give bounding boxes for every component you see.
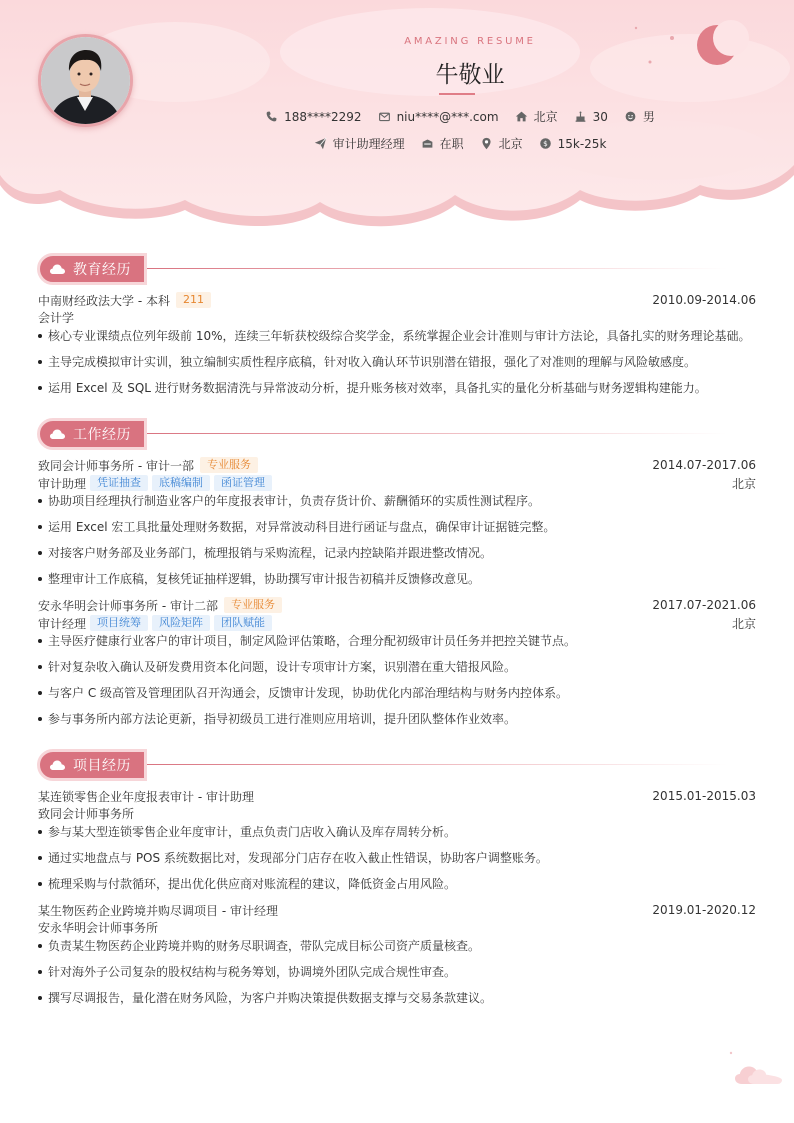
work-entry xyxy=(38,456,756,590)
send-icon xyxy=(314,137,327,150)
section-divider xyxy=(147,764,727,765)
skill-tag: 凭证抽查 xyxy=(90,475,148,491)
list-item: 通过实地盘点与 POS 系统数据比对，发现部分门店存在收入截止性错误，协助客户调整账务。 xyxy=(38,849,756,875)
work-bullets xyxy=(38,492,756,590)
money-icon xyxy=(539,137,552,150)
education-bullets xyxy=(38,327,756,405)
section-title-pill xyxy=(37,749,147,781)
target-city-item xyxy=(480,135,523,152)
skill-tag: 团队赋能 xyxy=(214,615,272,631)
salary-item xyxy=(539,137,607,151)
project-organization: 安永华明会计师事务所 xyxy=(38,921,159,935)
list-item: 梳理采购与付款循环，提出优化供应商对账流程的建议，降低资金占用风险。 xyxy=(38,875,756,893)
work-status: 在职 xyxy=(439,137,464,151)
phone-number: 188****2292 xyxy=(284,109,362,124)
mail-icon xyxy=(378,110,391,123)
section-title-pill xyxy=(37,253,147,285)
project-name: 某连锁零售企业年度报表审计 - 审计助理 xyxy=(38,789,254,804)
project-entry xyxy=(38,787,756,893)
education-section-title xyxy=(37,253,757,285)
list-item: 对接客户财务部及业务部门，梳理报销与采购流程，记录内控缺陷并跟进整改情况。 xyxy=(38,544,756,570)
work-city: 北京 xyxy=(731,616,756,631)
section-divider xyxy=(147,433,727,434)
job-intention-row xyxy=(140,135,780,152)
project-date: 2015.01-2015.03 xyxy=(652,789,756,803)
project-entry xyxy=(38,901,756,1015)
project-bullets xyxy=(38,823,756,893)
phone-item xyxy=(265,110,361,124)
age-item xyxy=(574,110,608,124)
work-bullets xyxy=(38,632,756,736)
resume-header xyxy=(0,0,794,232)
work-city: 北京 xyxy=(731,476,756,491)
target-city: 北京 xyxy=(498,137,523,151)
project-bullets xyxy=(38,937,756,1015)
project-name: 某生物医药企业跨境并购尽调项目 - 审计经理 xyxy=(38,903,278,918)
industry-badge: 专业服务 xyxy=(224,597,282,613)
contact-info-row xyxy=(140,108,780,125)
location-icon xyxy=(480,137,493,150)
expected-salary: 15k-25k xyxy=(557,136,607,151)
list-item: 参与事务所内部方法论更新，指导初级员工进行准则应用培训，提升团队整体作业效率。 xyxy=(38,710,756,736)
skill-tag: 函证管理 xyxy=(214,475,272,491)
company-name: 致同会计师事务所 - 审计一部 xyxy=(38,458,194,473)
resume-tagline: AMAZING RESUME xyxy=(404,36,536,47)
target-position: 审计助理经理 xyxy=(332,137,405,151)
list-item: 主导医疗健康行业客户的审计项目，制定风险评估策略，合理分配初级审计员任务并把控关键节点。 xyxy=(38,632,756,658)
gender: 男 xyxy=(642,110,655,124)
cloud-icon xyxy=(50,760,65,770)
status-icon xyxy=(421,137,434,150)
project-date: 2019.01-2020.12 xyxy=(652,903,756,917)
email-address: niu****@***.com xyxy=(396,109,499,124)
projects-section-title xyxy=(37,749,757,781)
work-date: 2017.07-2021.06 xyxy=(652,598,756,612)
phone-icon xyxy=(265,110,278,123)
skill-tag: 项目统筹 xyxy=(90,615,148,631)
work-section-title xyxy=(37,418,757,450)
list-item: 参与某大型连锁零售企业年度审计，重点负责门店收入确认及库存周转分析。 xyxy=(38,823,756,849)
list-item: 运用 Excel 宏工具批量处理财务数据，对异常波动科目进行函证与盘点，确保审计证据链完整。 xyxy=(38,518,756,544)
section-title-pill xyxy=(37,418,147,450)
cloud-icon xyxy=(50,264,65,274)
list-item: 主导完成模拟审计实训，独立编制实质性程序底稿，针对收入确认环节识别潜在错报，强化了对准则的理解与风险敏感度。 xyxy=(38,353,756,379)
cloud-icon xyxy=(50,429,65,439)
list-item: 撰写尽调报告，量化潜在财务风险，为客户并购决策提供数据支撑与交易条款建议。 xyxy=(38,989,756,1015)
section-title-text: 工作经历 xyxy=(73,427,131,443)
target-position-item xyxy=(314,135,405,152)
home-icon xyxy=(515,110,528,123)
list-item: 协助项目经理执行制造业客户的年度报表审计，负责存货计价、薪酬循环的实质性测试程序。 xyxy=(38,492,756,518)
work-status-item xyxy=(421,135,464,152)
project-organization: 致同会计师事务所 xyxy=(38,807,135,821)
list-item: 针对复杂收入确认及研发费用资本化问题，设计专项审计方案，识别潜在重大错报风险。 xyxy=(38,658,756,684)
section-title-text: 项目经历 xyxy=(73,758,131,774)
name-underline xyxy=(439,93,475,95)
company-name: 安永华明会计师事务所 - 审计二部 xyxy=(38,598,218,613)
skill-tag: 底稿编制 xyxy=(152,475,210,491)
age: 30 xyxy=(592,109,608,124)
education-entry xyxy=(38,291,756,405)
avatar xyxy=(38,34,133,127)
svg-text:$: $ xyxy=(542,138,548,148)
hometown-item xyxy=(515,108,558,125)
school-tier-badge: 211 xyxy=(176,292,211,308)
cloud-decoration-icon xyxy=(728,1050,784,1086)
candidate-name: 牛敬业 xyxy=(435,62,505,88)
section-title-text: 教育经历 xyxy=(73,262,131,278)
gender-item xyxy=(624,108,655,125)
work-entry xyxy=(38,596,756,736)
education-date: 2010.09-2014.06 xyxy=(652,293,756,307)
person-photo-icon xyxy=(41,37,130,124)
list-item: 针对海外子公司复杂的股权结构与税务筹划，协调境外团队完成合规性审查。 xyxy=(38,963,756,989)
list-item: 与客户 C 级高管及管理团队召开沟通会，反馈审计发现，协助优化内部治理结构与财务内控体系。 xyxy=(38,684,756,710)
hometown: 北京 xyxy=(533,110,558,124)
list-item: 运用 Excel 及 SQL 进行财务数据清洗与异常波动分析，提升账务核对效率，具备扎实的量化分析基础与财务逻辑构建能力。 xyxy=(38,379,756,405)
list-item: 整理审计工作底稿，复核凭证抽样逻辑，协助撰写审计报告初稿并反馈修改意见。 xyxy=(38,570,756,590)
section-divider xyxy=(147,268,727,269)
smile-icon xyxy=(624,110,637,123)
list-item: 负责某生物医药企业跨境并购的财务尽职调查，带队完成目标公司资产质量核查。 xyxy=(38,937,756,963)
job-role: 审计助理 xyxy=(38,476,87,491)
list-item: 核心专业课绩点位列年级前 10%，连续三年斩获校级综合奖学金，系统掌握企业会计准则与审计方法论，具备扎实的财务理论基础。 xyxy=(38,327,756,353)
skill-tag: 风险矩阵 xyxy=(152,615,210,631)
work-date: 2014.07-2017.06 xyxy=(652,458,756,472)
major: 会计学 xyxy=(38,311,75,325)
cake-icon xyxy=(574,110,587,123)
industry-badge: 专业服务 xyxy=(200,457,258,473)
school-name: 中南财经政法大学 - 本科 xyxy=(38,293,170,308)
job-role: 审计经理 xyxy=(38,616,87,631)
email-item xyxy=(378,110,499,124)
